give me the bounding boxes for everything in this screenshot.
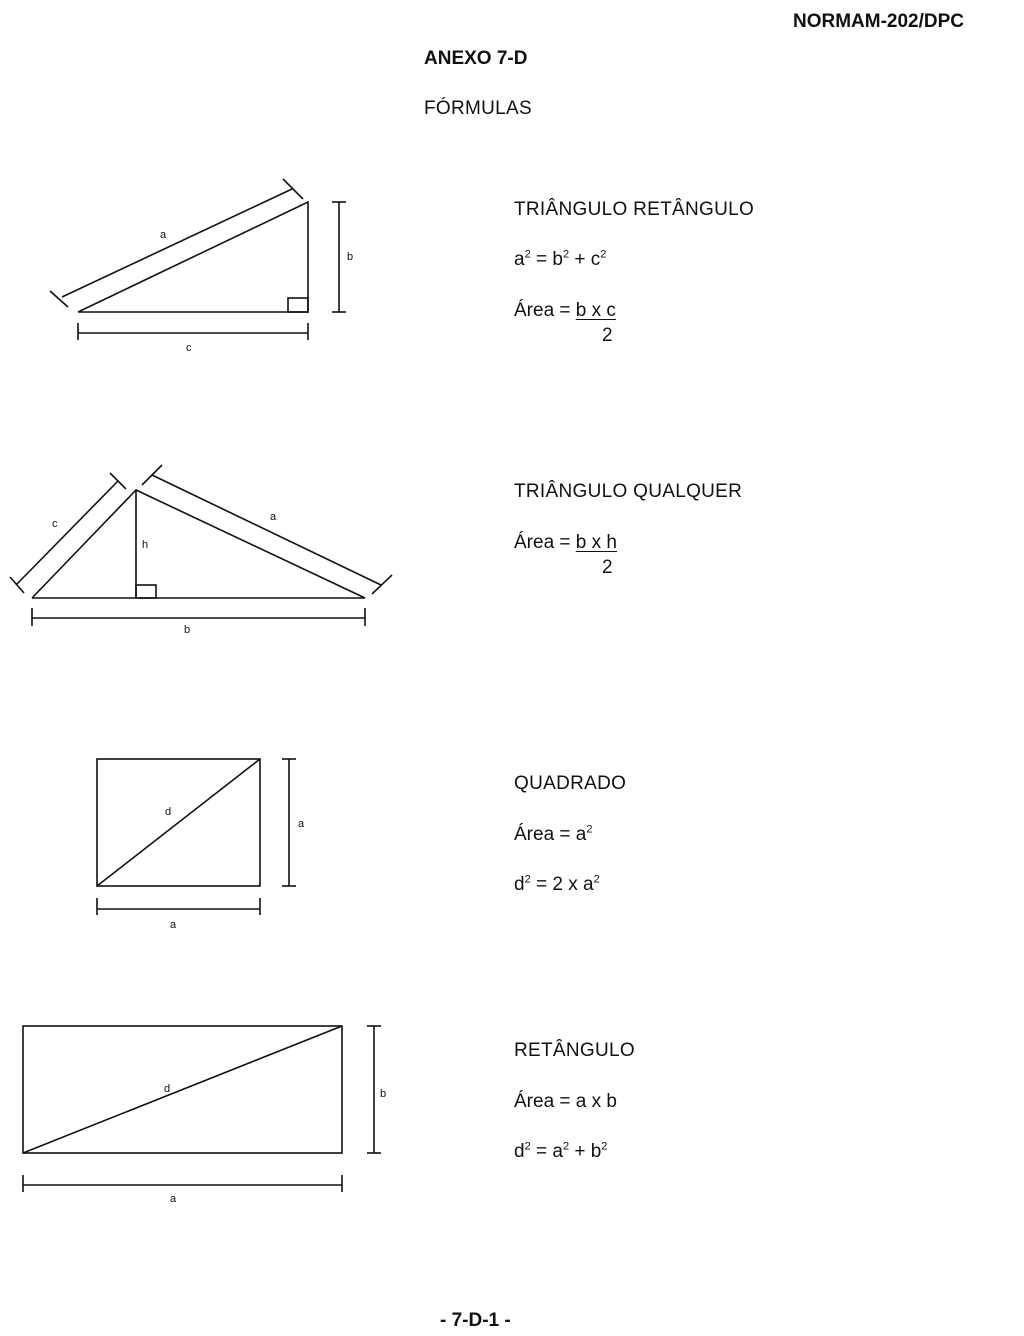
area-label: Área =: [514, 824, 576, 845]
document-code: NORMAM-202/DPC: [793, 11, 965, 32]
any-triangle-area-denominator: 2: [602, 557, 613, 578]
dimension-line-a: [152, 475, 381, 585]
any-triangle-diagram: [10, 465, 392, 636]
rectangle-area-formula: Área = a x b: [514, 1091, 617, 1112]
dimension-tick: [50, 291, 68, 307]
var-a: a: [552, 1141, 563, 1162]
label-a: a: [270, 511, 277, 523]
any-triangle-area-formula: [514, 532, 617, 554]
var-c: c: [590, 249, 601, 270]
label-a: a: [170, 1193, 177, 1205]
label-b: b: [347, 251, 354, 263]
var-b: b: [552, 249, 563, 270]
var-a: a: [582, 874, 594, 895]
rectangle-diagonal-formula: [514, 1141, 607, 1163]
area-label: Área =: [514, 300, 576, 321]
any-triangle-title: TRIÂNGULO QUALQUER: [514, 481, 743, 502]
page-title: FÓRMULAS: [424, 98, 532, 119]
any-triangle-shape: [32, 490, 365, 598]
var-a: a: [514, 249, 525, 270]
label-a: a: [160, 229, 167, 241]
annex-title: ANEXO 7-D: [424, 48, 528, 69]
dimension-tick: [142, 465, 162, 485]
square-diagonal-formula: [514, 874, 600, 896]
plus: +: [569, 1141, 591, 1162]
exponent: 2: [562, 1140, 570, 1153]
page-number: - 7-D-1 -: [440, 1310, 511, 1331]
equals: =: [530, 1141, 553, 1162]
right-angle-marker: [288, 298, 308, 312]
area-label: Área =: [514, 532, 576, 553]
label-h: h: [142, 539, 149, 551]
square-diagonal: [97, 759, 260, 886]
var-a: a: [575, 824, 587, 845]
dimension-line-a: [62, 189, 292, 297]
rectangle-diagram: [23, 1026, 386, 1205]
label-c: c: [52, 518, 58, 530]
right-triangle-title: TRIÂNGULO RETÂNGULO: [514, 199, 755, 220]
pythagoras-formula: [514, 249, 606, 271]
dimension-tick: [372, 575, 392, 594]
dimension-line-c: [16, 481, 118, 585]
square-title: QUADRADO: [514, 773, 627, 794]
var-d: d: [514, 1141, 525, 1162]
label-b: b: [380, 1088, 387, 1100]
area-numerator: b x c: [575, 300, 616, 321]
exponent: 2: [524, 248, 531, 261]
dimension-tick: [283, 179, 303, 199]
right-triangle-shape: [78, 202, 308, 312]
plus: +: [569, 249, 591, 270]
exponent: 2: [600, 248, 607, 261]
exponent: 2: [524, 1140, 531, 1153]
equals-two-times: = 2 x: [530, 874, 583, 895]
right-triangle-area-formula: [514, 300, 616, 322]
label-d: d: [165, 806, 172, 818]
rectangle-title: RETÂNGULO: [514, 1040, 635, 1061]
exponent: 2: [601, 1140, 608, 1153]
label-b: b: [184, 624, 191, 636]
rectangle-diagonal: [23, 1026, 342, 1153]
label-a-side: a: [298, 818, 305, 830]
area-numerator: b x h: [575, 532, 617, 553]
right-triangle-area-denominator: 2: [602, 325, 613, 346]
exponent: 2: [524, 873, 531, 886]
right-angle-marker: [136, 585, 156, 598]
square-area-formula: [514, 824, 593, 846]
equals: =: [530, 249, 553, 270]
right-triangle-diagram: [50, 179, 353, 354]
square-diagram: [97, 759, 305, 931]
label-a-bottom: a: [170, 919, 177, 931]
var-d: d: [514, 874, 525, 895]
exponent: 2: [562, 248, 570, 261]
var-b: b: [590, 1141, 602, 1162]
label-d: d: [164, 1083, 171, 1095]
label-c: c: [186, 342, 192, 354]
exponent: 2: [593, 873, 600, 886]
exponent: 2: [586, 823, 593, 836]
